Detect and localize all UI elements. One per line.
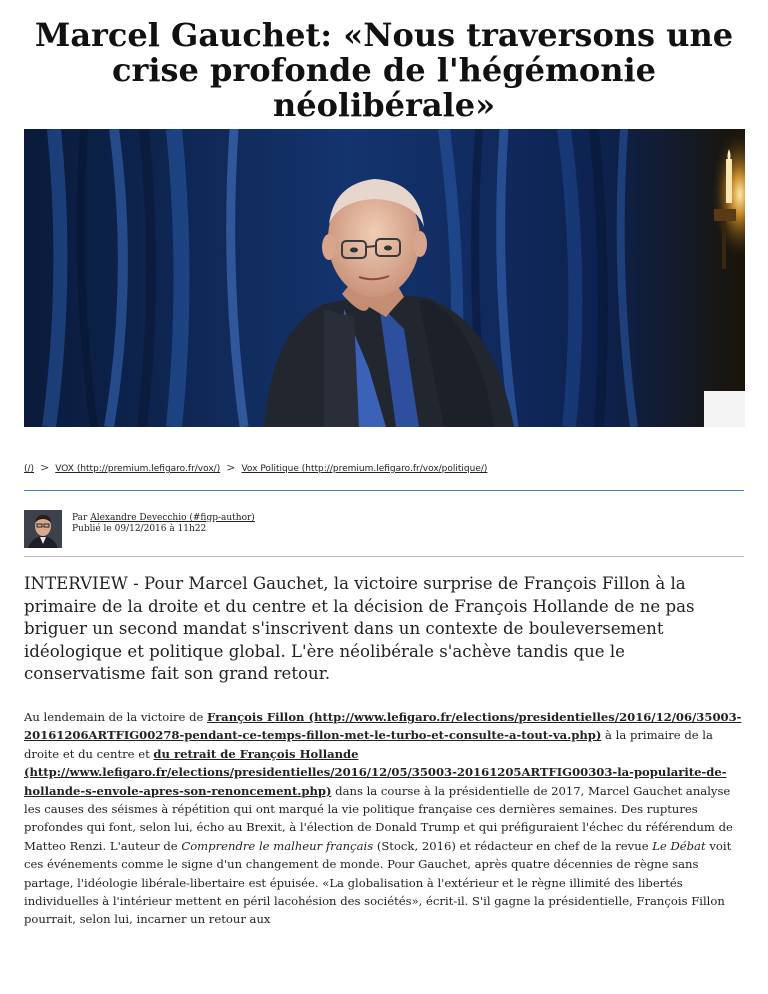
body-text: à la primaire de la droite et du centre et (24, 728, 713, 761)
breadcrumb (24, 461, 487, 474)
byline-prefix: Par (72, 513, 88, 523)
chevron-right-icon: > (40, 461, 50, 474)
chevron-right-icon: > (226, 461, 236, 474)
body-text: voit ces événements comme le signe d'un changement de monde. Pour Gauchet, après quatre décennies de règne sans partage, l'idéologie libérale-libertaire est épuisée. «La globalisation à l'extérieur et le règne illimité des libertés individuelles à l'intérieur mettent en péril lacohésion des sociétés», écrit-il. S'il gagne la présidentielle, François Fillon pourrait, selon lui, incarner un retour aux (24, 838, 732, 927)
hero-photo (24, 129, 745, 427)
article-lead: INTERVIEW - Pour Marcel Gauchet, la victoire surprise de François Fillon à la primaire de la droite et du centre et la décision de François Hollande de ne pas briguer un second mandat s'inscrivent dans un contexte de bouleversement idéologique et politique global. L'ère néolibérale s'achève tandis que le conservatisme fait son grand retour. (24, 574, 695, 683)
byline-author-line (72, 513, 255, 524)
body-text: dans la course à la présidentielle de 2017, Marcel Gauchet analyse les causes des séismes à répétition qui ont marqué la vie politique française ces dernières semaines. Des ruptures profondes qui font, selon lui, écho au Brexit, à l'élection de Donald Trump et qui préfiguraient l'échec du référendum de Matteo Renzi. L'auteur de (24, 783, 733, 853)
link-retrait-hollande[interactable]: du retrait de François Hollande (http://www.lefigaro.fr/elections/presidentielles/2016/12/05/35003-20161205ARTFIG00303-la-popularite-de-hollande-s-envole-apres-son-renoncement.php) (24, 746, 727, 798)
byline (72, 513, 255, 535)
article-title: Marcel Gauchet: «Nous traversons une crise profonde de l'hégémonie néolibérale» (34, 16, 734, 124)
breadcrumb-vox[interactable]: VOX (http://premium.lefigaro.fr/vox/) (55, 464, 221, 474)
author-link[interactable]: Alexandre Devecchio (#figp-author) (90, 513, 255, 523)
publish-date: Publié le 09/12/2016 à 11h22 (72, 524, 207, 534)
article-body-paragraph (24, 708, 746, 929)
section-divider (24, 490, 744, 491)
link-francois-fillon[interactable]: François Fillon (http://www.lefigaro.fr/elections/presidentielles/2016/12/06/35003-20161206ARTFIG00278-pendant-ce-temps-fillon-met-le-turbo-et-consulte-a-tout-va.php) (24, 710, 742, 743)
body-text: Au lendemain de la victoire de (24, 710, 208, 724)
breadcrumb-home[interactable]: (/) (24, 464, 35, 474)
author-avatar (24, 510, 62, 548)
body-text: (Stock, 2016) et rédacteur en chef de la revue (373, 838, 653, 853)
book-title: Comprendre le malheur français (181, 838, 374, 853)
breadcrumb-vox-politique[interactable]: Vox Politique (http://premium.lefigaro.fr/vox/politique/) (241, 464, 488, 474)
review-title: Le Débat (652, 838, 706, 853)
byline-divider (24, 556, 744, 557)
